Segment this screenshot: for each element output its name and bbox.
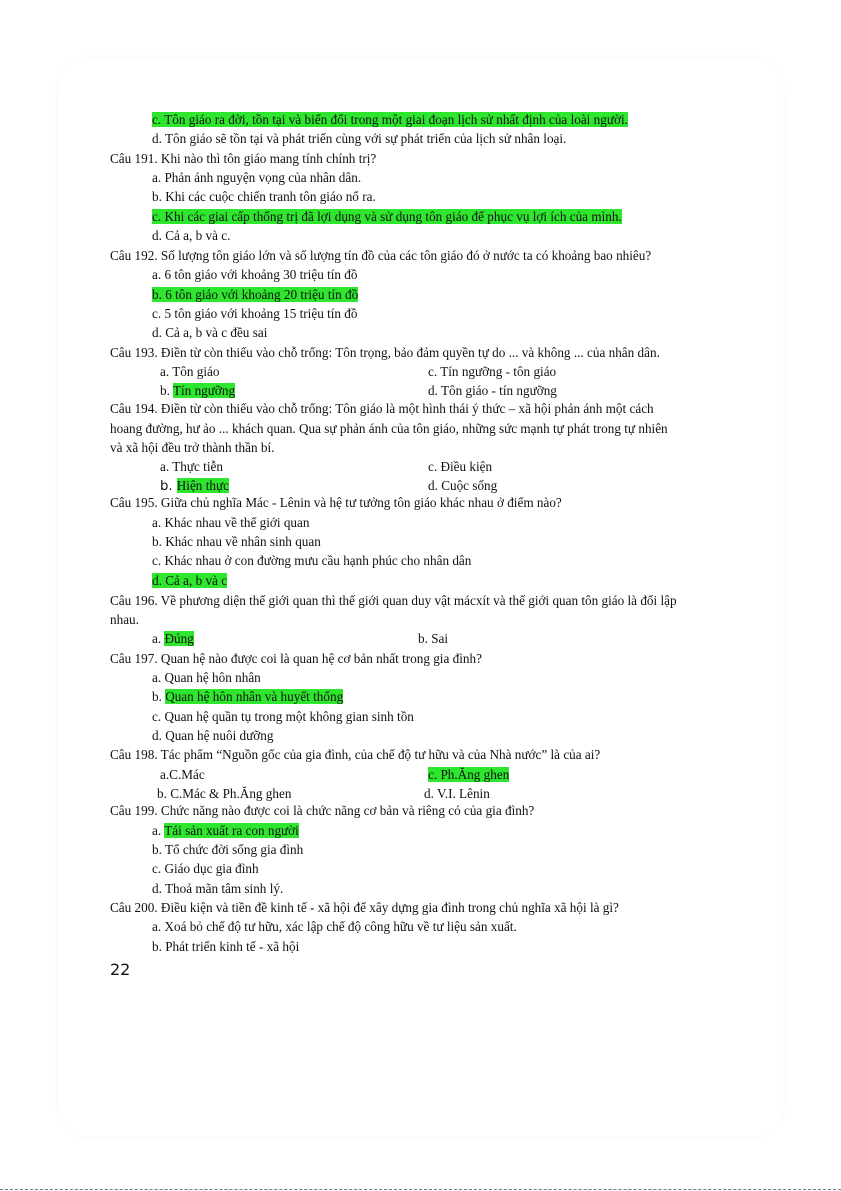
question-196: Câu 196. Về phương diện thế giới quan thì thế giới quan duy vật mácxít và thế giới quan tôn giáo là đối lập (110, 593, 677, 608)
option-b (152, 688, 343, 705)
option-a: a. Quan hệ hôn nhân (152, 670, 261, 685)
question-194: Câu 194. Điền từ còn thiếu vào chỗ trống: Tôn giáo là một hình thái ý thức – xã hội phản ánh một cách (110, 401, 654, 416)
highlighted-answer: d. Cả a, b và c (152, 573, 228, 588)
option-prefix: b. (152, 689, 166, 704)
option-b (152, 286, 358, 303)
option-a (152, 630, 194, 647)
option-prefix: b. (160, 383, 173, 398)
option-c: c. Điều kiện (428, 459, 493, 474)
option-b (160, 382, 235, 399)
option-d: d. V.I. Lênin (424, 786, 490, 801)
option-prefix: a. (152, 823, 165, 838)
option-c: c. Khác nhau ở con đường mưu cầu hạnh phúc cho nhân dân (152, 553, 472, 568)
option-a: a. Thực tiễn (160, 459, 223, 474)
text-line: hoang đường, hư ảo ... khách quan. Qua sự phản ánh của tôn giáo, những sức mạnh tự phát trong tự nhiên (110, 421, 668, 436)
option-b (160, 477, 229, 495)
question-195: Câu 195. Giữa chủ nghĩa Mác - Lênin và hệ tư tưởng tôn giáo khác nhau ở điểm nào? (110, 495, 562, 510)
question-199: Câu 199. Chức năng nào được coi là chức năng cơ bản và riêng có của gia đình? (110, 803, 535, 818)
option-prefix: a. (152, 631, 165, 646)
option-d: d. Thoả mãn tâm sinh lý. (152, 881, 284, 896)
highlighted-answer: c. Tôn giáo ra đời, tồn tại và biến đổi trong một giai đoạn lịch sử nhất định của loài người. (152, 112, 628, 127)
highlighted-answer: Quan hệ hôn nhân và huyết thống (165, 689, 344, 704)
question-191: Câu 191. Khi nào thì tôn giáo mang tính chính trị? (110, 151, 377, 166)
option-a: a. 6 tôn giáo với khoảng 30 triệu tín đồ (152, 267, 358, 282)
option-a: a. Khác nhau về thế giới quan (152, 515, 310, 530)
option-c: c. Giáo dục gia đình (152, 861, 259, 876)
option-b: b. Phát triển kinh tế - xã hội (152, 939, 300, 954)
text-line (152, 111, 628, 128)
option-a: a. Xoá bỏ chế độ tư hữu, xác lập chế độ công hữu về tư liệu sản xuất. (152, 919, 517, 934)
option-b: b. Sai (418, 631, 449, 646)
option-d: d. Cả a, b và c đều sai (152, 325, 268, 340)
option-c (152, 208, 622, 225)
option-a (152, 822, 299, 839)
highlighted-answer: Tín ngưỡng (172, 383, 236, 398)
question-192: Câu 192. Số lượng tôn giáo lớn và số lượng tín đồ của các tôn giáo đó ở nước ta có khoảng bao nhiêu? (110, 248, 652, 263)
option-b: b. Khi các cuộc chiến tranh tôn giáo nổ ra. (152, 189, 376, 204)
option-d: d. Cả a, b và c. (152, 228, 231, 243)
option-c: c. 5 tôn giáo với khoảng 15 triệu tín đồ (152, 306, 358, 321)
question-200: Câu 200. Điều kiện và tiền đề kinh tế - xã hội để xây dựng gia đình trong chủ nghĩa xã hội là gì? (110, 900, 619, 915)
option-d: d. Quan hệ nuôi dưỡng (152, 728, 274, 743)
option-c: c. Tín ngưỡng - tôn giáo (428, 364, 557, 379)
highlighted-answer: Tái sản xuất ra con người (164, 823, 299, 838)
option-d (152, 572, 227, 589)
option-a: a. Phản ánh nguyện vọng của nhân dân. (152, 170, 362, 185)
highlighted-answer: c. Ph.Ăng ghen (428, 767, 510, 782)
question-197: Câu 197. Quan hệ nào được coi là quan hệ cơ bản nhất trong gia đình? (110, 651, 482, 666)
option-prefix: b. (160, 479, 177, 494)
text-line: d. Tôn giáo sẽ tồn tại và phát triển cùng với sự phát triển của lịch sử nhân loại. (152, 131, 567, 146)
highlighted-answer: Hiện thực (176, 478, 229, 493)
text-line: và xã hội đều trở thành thần bí. (110, 440, 275, 455)
option-a: a.C.Mác (160, 767, 205, 782)
option-c (428, 766, 509, 783)
option-b: b. C.Mác & Ph.Ăng ghen (157, 786, 292, 801)
page-number: 22 (110, 960, 131, 979)
option-c: c. Quan hệ quần tụ trong một không gian sinh tồn (152, 709, 414, 724)
highlighted-answer: c. Khi các giai cấp thống trị đã lợi dụng và sử dụng tôn giáo để phục vụ lợi ích của mình. (152, 209, 622, 224)
question-193: Câu 193. Điền từ còn thiếu vào chỗ trống: Tôn trọng, bảo đảm quyền tự do ... và không ... của nhân dân. (110, 345, 660, 360)
option-a: a. Tôn giáo (160, 364, 220, 379)
highlighted-answer: Đúng (164, 631, 194, 646)
option-d: d. Cuộc sống (428, 478, 498, 493)
highlighted-answer: b. 6 tôn giáo với khoảng 20 triệu tín đồ (152, 287, 359, 302)
option-b: b. Tổ chức đời sống gia đình (152, 842, 304, 857)
question-198: Câu 198. Tác phẩm “Nguồn gốc của gia đình, của chế độ tư hữu và của Nhà nước” là của ai? (110, 747, 601, 762)
text-line: nhau. (110, 612, 139, 627)
option-b: b. Khác nhau về nhân sinh quan (152, 534, 321, 549)
option-d: d. Tôn giáo - tín ngưỡng (428, 383, 557, 398)
page-bottom-divider (0, 1189, 841, 1190)
